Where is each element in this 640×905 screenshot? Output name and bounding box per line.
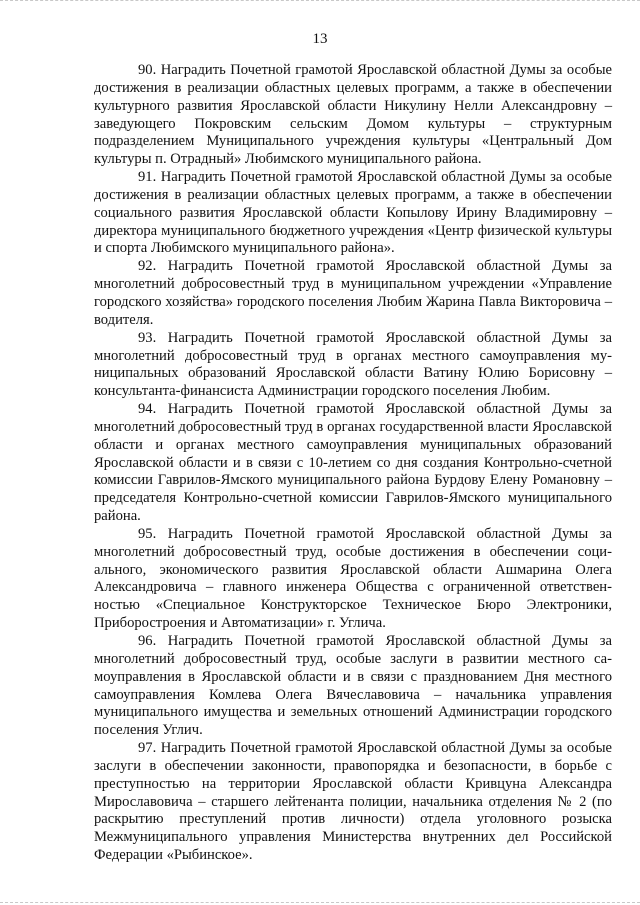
paragraph-92: 92. Наградить Почетной грамотой Ярославской областной Думы за многолетний добросовестный труд в муниципальном учреждении «Управление городского хозяйства» городского поселения Любим Жарина Павла Викторовича – водителя. [94, 258, 612, 328]
paragraph-91: 91. Наградить Почетной грамотой Ярославской областной Думы за особые достижения в реализации областных целевых программ, а также в обеспечении социального развития Ярославской области Копылову Ирину Владимировну – директора муниципального бюджетного учреждения «Центр физической культуры и спорта Любимского муниципального района». [94, 169, 612, 257]
page-number: 13 [312, 31, 328, 47]
scan-edge-top [0, 0, 640, 7]
paragraph-96: 96. Наградить Почетной грамотой Ярославской областной Думы за многолетний добросовестный труд, особые заслуги в развитии местного самоуправления в Ярославской области и в связи с празднованием Дня местного самоуправления Комлева Олега Вячеславовича – начальника управления муниципального имущества и земельных отношений Администрации городского поселения Углич. [94, 633, 612, 739]
document-body [94, 62, 612, 865]
paragraph-90: 90. Наградить Почетной грамотой Ярославской областной Думы за особые достижения в реализации областных целевых программ, а также в обеспечении культурного развития Ярославской области Никулину Нелли Александровну – заведующего Покровским сельским Домом культуры – структурным подразделением Муниципального учреждения культуры «Центральный Дом культуры п. Отрадный» Любимского муниципального района. [94, 62, 612, 168]
paragraph-95: 95. Наградить Почетной грамотой Ярославской областной Думы за многолетний добросовестный труд, особые достижения в обеспечении социального, экономического развития Ярославской области Ашмарина Олега Александровича – главного инженера Общества с ограниченной ответственностью «Специальное Конструкторское Техническое Бюро Электроники, Приборостроения и Автоматизации» г. Углича. [94, 525, 612, 632]
scan-edge-bottom [0, 896, 640, 903]
paragraph-93: 93. Наградить Почетной грамотой Ярославской областной Думы за многолетний добросовестный труд в органах местного самоуправления муниципальных образований Ярославской области Ватину Юлию Борисовну – консультанта-финансиста Администрации городского поселения Любим. [94, 329, 612, 400]
paragraph-97: 97. Наградить Почетной грамотой Ярославской областной Думы за особые заслуги в обеспечении законности, правопорядка и безопасности, в борьбе с преступностью на территории Ярославской области Кривцуна Александра Мирославовича – старшего лейтенанта полиции, начальника отделения № 2 (по раскрытию преступлений против личности) отдела уголовного розыска Межмуниципального управления Министерства внутренних дел Российской Федерации «Рыбинское». [94, 740, 612, 864]
paragraph-94: 94. Наградить Почетной грамотой Ярославской областной Думы за многолетний добросовестный труд в органах государственной власти Ярославской области и органах местного самоуправления муниципальных образований Ярославской области и в связи с 10-летием со дня создания Контрольно-счетной комиссии Гаврилов-Ямского муниципального района Бурдову Елену Романовну – председателя Контрольно-счетной комиссии Гаврилов-Ямского муниципального района. [94, 401, 612, 525]
